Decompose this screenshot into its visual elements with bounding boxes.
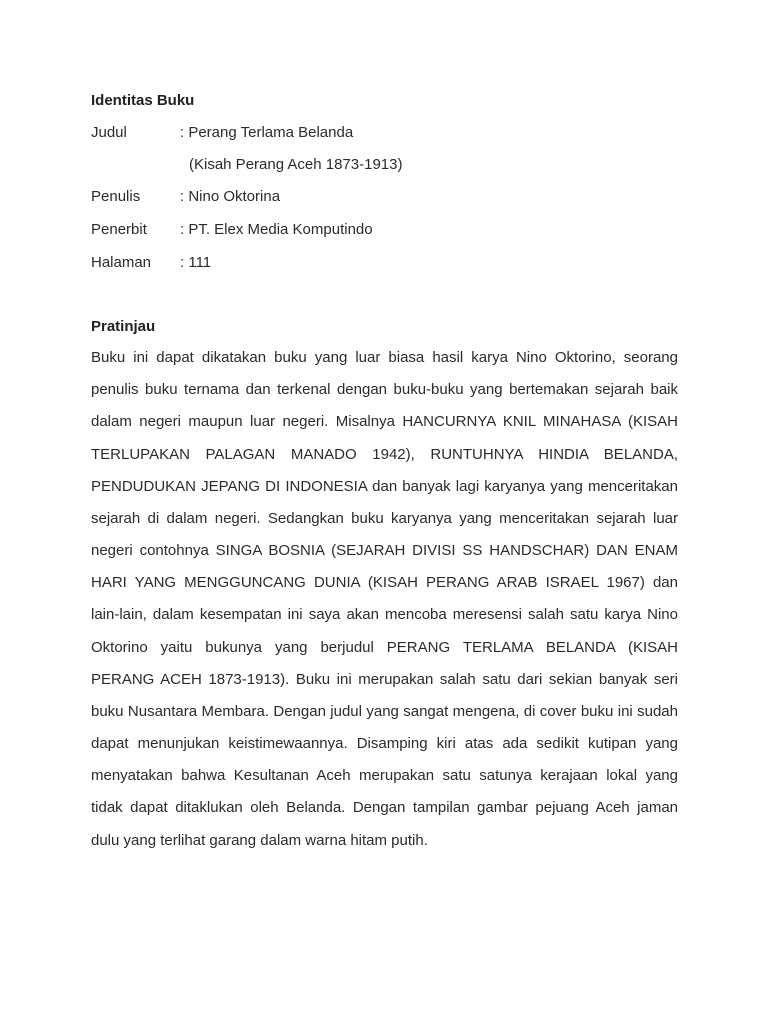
paragraph-line: dulu yang terlihat garang dalam warna hitam putih. bbox=[91, 832, 428, 849]
paragraph-line: dapat menunjukan keistimewaannya. Disamping kiri atas ada sedikit kutipan yang bbox=[91, 735, 678, 752]
paragraph-line: sejarah di dalam negeri. Sedangkan buku karyanya yang menceritakan sejarah luar bbox=[91, 510, 678, 527]
meta-label-author: Penulis bbox=[91, 188, 141, 205]
preview-heading: Pratinjau bbox=[91, 318, 156, 335]
paragraph-line: Oktorino yaitu bukunya yang berjudul PERANG TERLAMA BELANDA (KISAH bbox=[91, 639, 678, 656]
meta-label-publisher: Penerbit bbox=[91, 221, 147, 238]
paragraph-line: tidak dapat ditaklukan oleh Belanda. Dengan tampilan gambar pejuang Aceh jaman bbox=[91, 799, 678, 816]
paragraph-line: buku Nusantara Membara. Dengan judul yang sangat mengena, di cover buku ini sudah bbox=[91, 703, 678, 720]
paragraph-line: HARI YANG MENGGUNCANG DUNIA (KISAH PERANG ARAB ISRAEL 1967) dan bbox=[91, 574, 678, 591]
meta-label-pages: Halaman bbox=[91, 254, 152, 271]
meta-value-author: : Nino Oktorina bbox=[180, 188, 281, 205]
meta-value-publisher: : PT. Elex Media Komputindo bbox=[180, 221, 373, 238]
paragraph-line: PENDUDUKAN JEPANG DI INDONESIA dan banyak lagi karyanya yang menceritakan bbox=[91, 478, 678, 495]
meta-row-pages bbox=[91, 253, 691, 273]
paragraph-line: TERLUPAKAN PALAGAN MANADO 1942), RUNTUHNYA HINDIA BELANDA, bbox=[91, 446, 678, 463]
paragraph-line: penulis buku ternama dan terkenal dengan buku-buku yang bertemakan sejarah baik bbox=[91, 381, 678, 398]
meta-label-title: Judul bbox=[91, 124, 127, 141]
meta-value-pages: : 111 bbox=[180, 254, 212, 271]
meta-value-subtitle: (Kisah Perang Aceh 1873-1913) bbox=[189, 156, 403, 173]
paragraph-line: menyatakan bahwa Kesultanan Aceh merupakan satu satunya kerajaan lokal yang bbox=[91, 767, 678, 784]
meta-row-title bbox=[91, 123, 691, 143]
paragraph-line: dalam negeri maupun luar negeri. Misalnya HANCURNYA KNIL MINAHASA (KISAH bbox=[91, 413, 678, 430]
meta-row-publisher bbox=[91, 220, 691, 240]
paragraph-line: negeri contohnya SINGA BOSNIA (SEJARAH DIVISI SS HANDSCHAR) DAN ENAM bbox=[91, 542, 678, 559]
meta-row-author bbox=[91, 187, 691, 207]
paragraph-line: Buku ini dapat dikatakan buku yang luar biasa hasil karya Nino Oktorino, seorang bbox=[91, 349, 678, 366]
identity-heading: Identitas Buku bbox=[91, 92, 195, 109]
meta-row-subtitle bbox=[91, 155, 691, 175]
paragraph-line: lain-lain, dalam kesempatan ini saya akan mencoba meresensi salah satu karya Nino bbox=[91, 606, 678, 623]
meta-value-title: : Perang Terlama Belanda bbox=[180, 124, 354, 141]
paragraph-line: PERANG ACEH 1873-1913). Buku ini merupakan salah satu dari sekian banyak seri bbox=[91, 671, 678, 688]
